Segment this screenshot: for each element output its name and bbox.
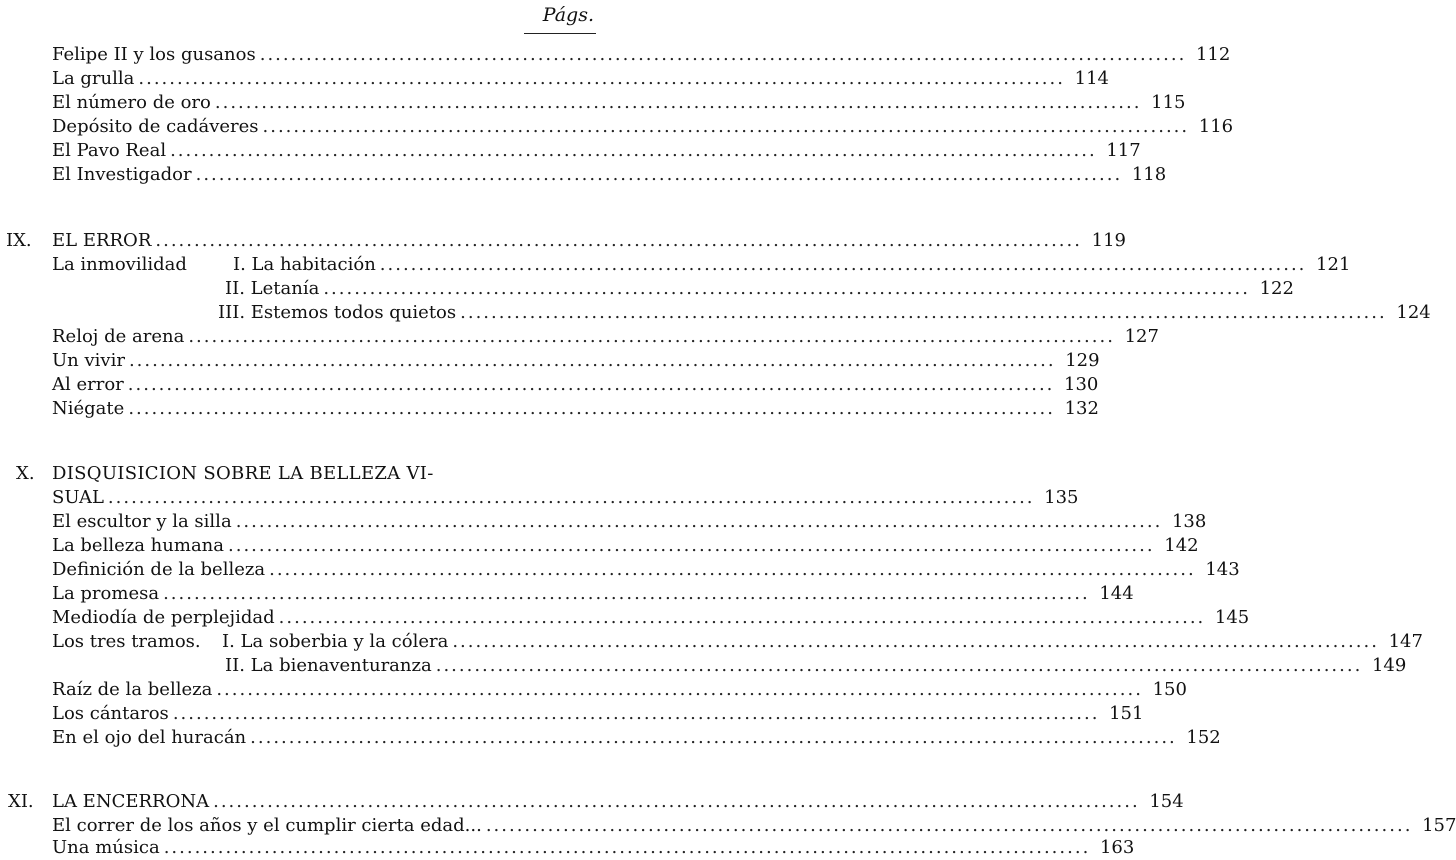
leader-dots: ........................................................................................................................ bbox=[259, 44, 1187, 65]
toc-entry-page: 127 bbox=[1124, 326, 1159, 347]
toc-entry-page: 121 bbox=[1316, 254, 1351, 275]
toc-entry-label: Niégate bbox=[52, 398, 125, 419]
chapter-numeral: XI. bbox=[8, 791, 34, 812]
toc-entry-label: El Investigador bbox=[52, 164, 192, 185]
leader-dots: ........................................................................................................................ bbox=[379, 254, 1307, 275]
leader-dots: ........................................................................................................................ bbox=[216, 679, 1143, 700]
toc-entry-page: 152 bbox=[1186, 727, 1221, 748]
toc-entry-label: Felipe II y los gusanos bbox=[52, 44, 256, 65]
leader-dots: ........................................................................................................................ bbox=[188, 326, 1115, 347]
toc-entry-page: 144 bbox=[1099, 583, 1134, 604]
group-label: Los tres tramos. bbox=[52, 631, 201, 652]
toc-subentry bbox=[225, 654, 1407, 678]
toc-entry-page: 130 bbox=[1064, 374, 1099, 395]
toc-entry-label: El número de oro bbox=[52, 92, 211, 113]
chapter-page: 135 bbox=[1044, 487, 1079, 508]
toc-entry bbox=[52, 397, 1099, 421]
leader-dots: ........................................................................................................................ bbox=[170, 140, 1097, 161]
toc-entry-page: 118 bbox=[1131, 164, 1167, 185]
toc-entry-page: 151 bbox=[1109, 703, 1144, 724]
chapter-heading bbox=[52, 229, 1126, 253]
toc-entry bbox=[52, 582, 1134, 606]
leader-dots: ........................................................................................................................ bbox=[278, 607, 1206, 628]
toc-subentry bbox=[233, 253, 1351, 277]
leader-dots: ........................................................................................................................ bbox=[138, 68, 1065, 89]
toc-entry-page: 143 bbox=[1205, 559, 1240, 580]
toc-entry-page: 115 bbox=[1151, 92, 1186, 113]
toc-entry bbox=[52, 606, 1250, 630]
toc-entry bbox=[52, 534, 1199, 558]
toc-entry-page: 114 bbox=[1074, 68, 1109, 89]
toc-entry bbox=[52, 678, 1187, 702]
leader-dots: ........................................................................................................................ bbox=[128, 398, 1055, 419]
toc-entry-label: Los cántaros bbox=[52, 703, 169, 724]
leader-dots: ........................................................................................................................ bbox=[435, 655, 1363, 676]
toc-entry-page: 124 bbox=[1396, 302, 1431, 323]
leader-dots: ........................................................................................................................ bbox=[127, 374, 1055, 395]
chapter-title: LA ENCERRONA bbox=[52, 791, 210, 812]
toc-entry-page: 163 bbox=[1099, 837, 1135, 858]
pages-column-header: Págs. bbox=[542, 4, 594, 26]
toc-entry-page: 122 bbox=[1259, 278, 1294, 299]
toc-entry-label: Una música bbox=[52, 837, 160, 858]
chapter-page: 154 bbox=[1149, 791, 1184, 812]
toc-entry-label: La promesa bbox=[52, 583, 160, 604]
toc-entry-label: El correr de los años y el cumplir cierta edad bbox=[52, 815, 465, 836]
toc-entry-label: II. Letanía bbox=[225, 278, 320, 299]
toc-entry-label: III. Estemos todos quietos bbox=[218, 302, 457, 323]
toc-entry-label: La belleza humana bbox=[52, 535, 224, 556]
toc-entry bbox=[52, 43, 1231, 67]
chapter-numeral: IX. bbox=[6, 230, 32, 251]
toc-entry-page: 112 bbox=[1195, 44, 1231, 65]
leader-dots: ........................................................................................................................ bbox=[172, 703, 1100, 724]
leader-dots: ........................................................................................................................ bbox=[269, 559, 1196, 580]
toc-entry-label: En el ojo del huracán bbox=[52, 727, 247, 748]
chapter-title-continued: SUAL bbox=[52, 487, 104, 508]
toc-entry-page: 149 bbox=[1371, 655, 1407, 676]
leader-dots: ........................................................................................................................ bbox=[228, 535, 1155, 556]
toc-entry-page: 132 bbox=[1064, 398, 1099, 419]
toc-entry bbox=[52, 510, 1207, 534]
toc-entry-page: 150 bbox=[1152, 679, 1187, 700]
leader-dots: ........................................................................................................................ bbox=[195, 164, 1123, 185]
leader-dots: ........................................................................................................................ bbox=[128, 350, 1056, 371]
toc-entry-page: 157 bbox=[1422, 815, 1456, 836]
leader-dots: ........................................................................................................................ bbox=[250, 727, 1177, 748]
toc-entry-label: I. La soberbia y la cólera bbox=[222, 631, 449, 652]
leader-dots: ........................................................................................................................ bbox=[323, 278, 1250, 299]
toc-subentry bbox=[222, 630, 1423, 654]
leader-dots: ........................................................................................................................ bbox=[262, 116, 1190, 137]
toc-entry-page: 145 bbox=[1214, 607, 1250, 628]
header-rule bbox=[524, 33, 596, 34]
toc-entry bbox=[52, 558, 1240, 582]
leader-dots: ........................................................................................................................ bbox=[214, 92, 1142, 113]
chapter-page: 119 bbox=[1091, 230, 1126, 251]
toc-entry-label: El escultor y la silla bbox=[52, 511, 232, 532]
toc-entry-label-suffix: ... bbox=[464, 815, 482, 836]
chapter-heading bbox=[52, 486, 1079, 510]
toc-entry bbox=[52, 91, 1186, 115]
group-label: La inmovilidad bbox=[52, 254, 187, 275]
toc-entry-page: 147 bbox=[1388, 631, 1423, 652]
leader-dots: ........................................................................................................................ bbox=[163, 583, 1090, 604]
chapter-title: EL ERROR bbox=[52, 230, 152, 251]
toc-entry-label: Definición de la belleza bbox=[52, 559, 266, 580]
toc-entry bbox=[52, 349, 1100, 373]
leader-dots: ........................................................................................................................ bbox=[107, 487, 1035, 508]
toc-entry-label: Depósito de cadáveres bbox=[52, 116, 259, 137]
chapter-numeral: X. bbox=[16, 463, 35, 484]
toc-entry bbox=[52, 373, 1099, 397]
toc-entry-label: I. La habitación bbox=[233, 254, 376, 275]
toc-entry-label: II. La bienaventuranza bbox=[225, 655, 432, 676]
leader-dots: ........................................................................................................................ bbox=[163, 837, 1091, 858]
chapter-title: DISQUISICION SOBRE LA BELLEZA VI- bbox=[52, 463, 434, 484]
toc-entry bbox=[52, 836, 1135, 860]
toc-entry-label: Un vivir bbox=[52, 350, 125, 371]
toc-entry bbox=[52, 115, 1234, 139]
toc-entry bbox=[52, 139, 1141, 163]
toc-entry-page: 138 bbox=[1171, 511, 1207, 532]
leader-dots: ........................................................................................................................ bbox=[460, 302, 1387, 323]
leader-dots: ........................................................................................................................ bbox=[235, 511, 1163, 532]
toc-entry-label: Raíz de la belleza bbox=[52, 679, 213, 700]
toc-subentry bbox=[218, 301, 1431, 325]
chapter-heading bbox=[52, 790, 1184, 814]
leader-dots: ........................................................................................................................ bbox=[155, 230, 1082, 251]
toc-entry-label: Reloj de arena bbox=[52, 326, 185, 347]
toc-entry bbox=[52, 325, 1159, 349]
toc-entry-label: El Pavo Real bbox=[52, 140, 167, 161]
toc-entry-page: 129 bbox=[1065, 350, 1100, 371]
toc-entry bbox=[52, 726, 1221, 750]
toc-subentry bbox=[225, 277, 1294, 301]
leader-dots: ........................................................................................................................ bbox=[485, 815, 1413, 836]
toc-entry bbox=[52, 702, 1144, 726]
toc-entry-label: La grulla bbox=[52, 68, 135, 89]
toc-entry-label: Mediodía de perplejidad bbox=[52, 607, 275, 628]
toc-entry-page: 142 bbox=[1164, 535, 1199, 556]
toc-entry bbox=[52, 814, 1456, 838]
leader-dots: ........................................................................................................................ bbox=[213, 791, 1140, 812]
toc-entry bbox=[52, 163, 1167, 187]
toc-entry bbox=[52, 67, 1109, 91]
toc-entry-label: Al error bbox=[52, 374, 124, 395]
leader-dots: ........................................................................................................................ bbox=[452, 631, 1379, 652]
toc-entry-page: 116 bbox=[1198, 116, 1234, 137]
toc-entry-page: 117 bbox=[1106, 140, 1141, 161]
